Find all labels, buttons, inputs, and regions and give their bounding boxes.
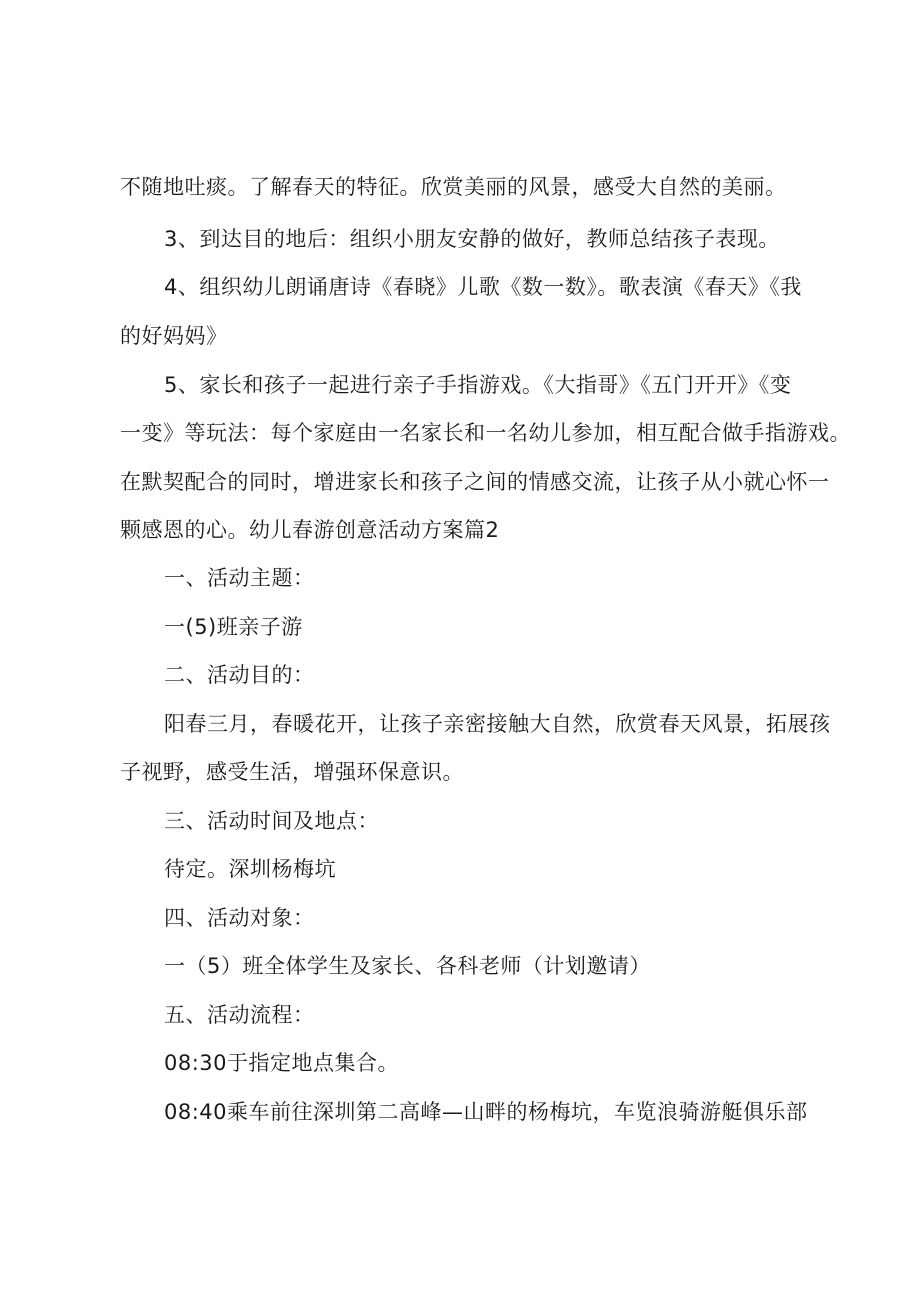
text-line: 在默契配合的同时，增进家长和孩子之间的情感交流，让孩子从小就心怀一 (120, 470, 830, 494)
text-line: 一（5）班全体学生及家长、各科老师（计划邀请） (164, 954, 651, 978)
text-line: 5、家长和孩子一起进行亲子手指游戏。《大指哥》《五门开开》《变 (164, 373, 792, 397)
text-line: 的好妈妈》 (120, 324, 228, 348)
text-line: 08:30于指定地点集合。 (164, 1051, 400, 1075)
text-line: 一(5)班亲子游 (164, 615, 303, 639)
text-line: 08:40乘车前往深圳第二高峰—山畔的杨梅坑，车览浪骑游艇俱乐部 (164, 1100, 808, 1124)
text-line: 4、组织幼儿朗诵唐诗《春晓》儿歌《数一数》。歌表演《春天》《我 (164, 275, 802, 299)
section-heading: 五、活动流程： (164, 1003, 315, 1027)
text-line: 待定。深圳杨梅坑 (164, 857, 336, 881)
text-line: 子视野，感受生活，增强环保意识。 (120, 760, 464, 784)
text-line: 不随地吐痰。了解春天的特征。欣赏美丽的风景，感受大自然的美丽。 (120, 175, 787, 199)
text-line: 阳春三月，春暖花开，让孩子亲密接触大自然，欣赏春天风景，拓展孩 (164, 712, 831, 736)
text-line: 颗感恩的心。幼儿春游创意活动方案篇2 (120, 518, 500, 542)
section-heading: 二、活动目的： (164, 663, 315, 687)
text-line: 一变》等玩法：每个家庭由一名家长和一名幼儿参加，相互配合做手指游戏。 (120, 421, 851, 445)
text-line: 3、到达目的地后：组织小朋友安静的做好，教师总结孩子表现。 (164, 227, 780, 251)
section-heading: 三、活动时间及地点： (164, 809, 379, 833)
section-heading: 一、活动主题： (164, 566, 315, 590)
section-heading: 四、活动对象： (164, 906, 315, 930)
